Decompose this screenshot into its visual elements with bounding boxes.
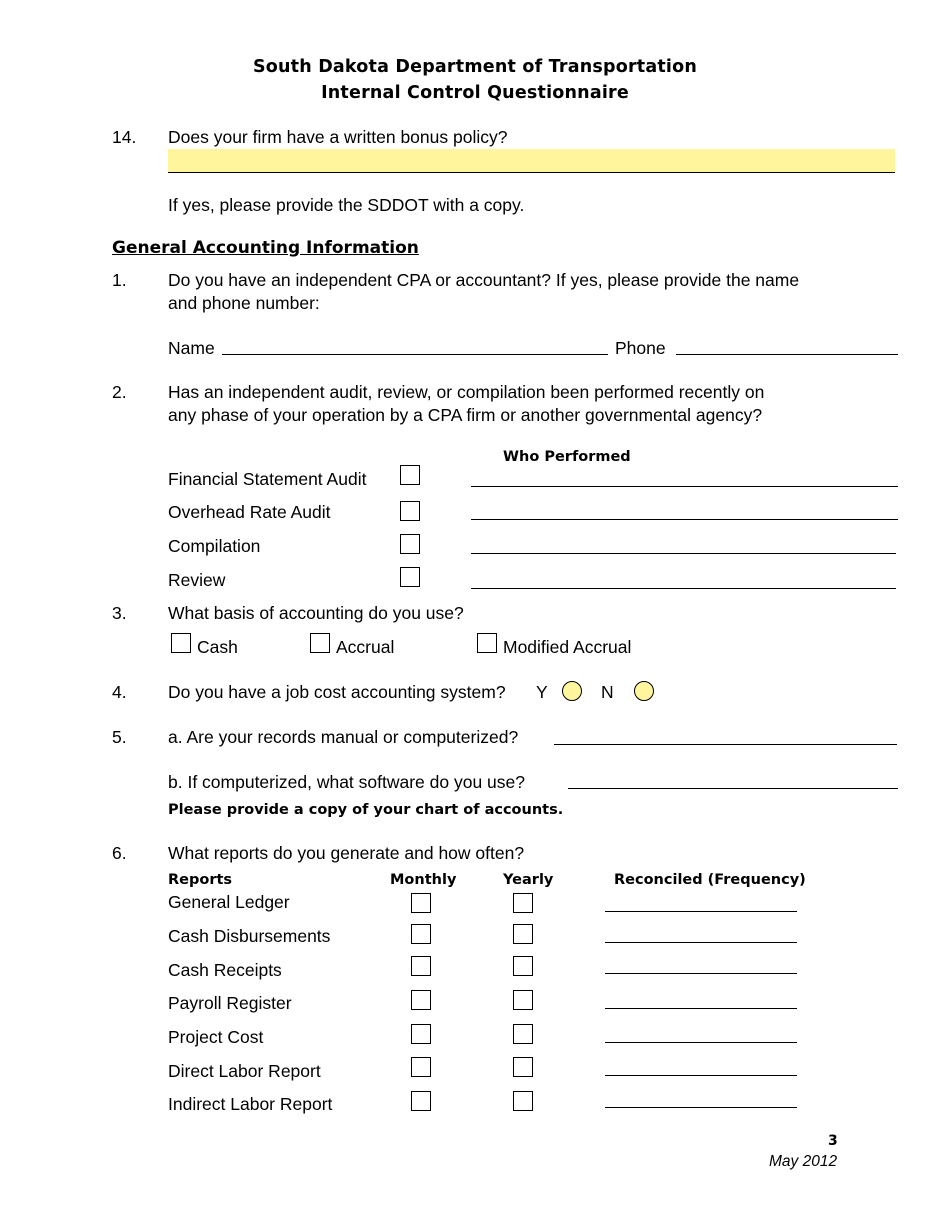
q2-financial-audit-who-field[interactable] bbox=[471, 486, 898, 487]
q3-cash-checkbox[interactable] bbox=[171, 633, 191, 653]
q6-general-ledger-monthly-checkbox[interactable] bbox=[411, 893, 431, 913]
q6-col-reports: Reports bbox=[168, 872, 233, 888]
q2-item-label: Overhead Rate Audit bbox=[168, 502, 331, 522]
q1-text-line1: Do you have an independent CPA or accountant? If yes, please provide the name bbox=[168, 270, 800, 290]
q2-review-checkbox[interactable] bbox=[400, 567, 420, 587]
q2-item-label: Financial Statement Audit bbox=[168, 469, 367, 489]
q14-number: 14. bbox=[112, 127, 137, 147]
q6-cash-receipts-monthly-checkbox[interactable] bbox=[411, 956, 431, 976]
q6-indirect-labor-reconciled-field[interactable] bbox=[605, 1107, 797, 1108]
q6-project-cost-yearly-checkbox[interactable] bbox=[513, 1024, 533, 1044]
q2-text-line1: Has an independent audit, review, or compilation been performed recently on bbox=[168, 382, 765, 402]
q2-compilation-checkbox[interactable] bbox=[400, 534, 420, 554]
q14-note: If yes, please provide the SDDOT with a copy. bbox=[168, 195, 525, 215]
q6-row-label: Payroll Register bbox=[168, 993, 292, 1013]
q6-number: 6. bbox=[112, 843, 127, 863]
q3-cash-label: Cash bbox=[197, 637, 238, 657]
page-number: 3 bbox=[828, 1133, 838, 1149]
q2-item-label: Review bbox=[168, 570, 226, 590]
q6-project-cost-reconciled-field[interactable] bbox=[605, 1042, 797, 1043]
q6-text: What reports do you generate and how often? bbox=[168, 843, 525, 863]
q2-overhead-audit-who-field[interactable] bbox=[471, 519, 898, 520]
q2-review-who-field[interactable] bbox=[471, 588, 896, 589]
q3-accrual-checkbox[interactable] bbox=[310, 633, 330, 653]
q2-overhead-audit-checkbox[interactable] bbox=[400, 501, 420, 521]
q6-row-label: Cash Disbursements bbox=[168, 926, 331, 946]
q6-row-label: Cash Receipts bbox=[168, 960, 282, 980]
q1-phone-label: Phone bbox=[615, 338, 666, 358]
q3-accrual-label: Accrual bbox=[336, 637, 395, 657]
q6-row-label: Indirect Labor Report bbox=[168, 1094, 333, 1114]
q3-text: What basis of accounting do you use? bbox=[168, 603, 464, 623]
q1-phone-field[interactable] bbox=[676, 354, 898, 355]
q3-number: 3. bbox=[112, 603, 127, 623]
q2-item-label: Compilation bbox=[168, 536, 261, 556]
q14-answer-field[interactable] bbox=[168, 149, 895, 173]
q14-answer-line bbox=[168, 172, 895, 173]
q5a-text: a. Are your records manual or computerized? bbox=[168, 727, 519, 747]
q6-direct-labor-yearly-checkbox[interactable] bbox=[513, 1057, 533, 1077]
q6-general-ledger-yearly-checkbox[interactable] bbox=[513, 893, 533, 913]
q6-payroll-register-reconciled-field[interactable] bbox=[605, 1008, 797, 1009]
q6-col-monthly: Monthly bbox=[390, 872, 457, 888]
q6-direct-labor-monthly-checkbox[interactable] bbox=[411, 1057, 431, 1077]
q5b-answer-field[interactable] bbox=[568, 788, 898, 789]
q5b-text: b. If computerized, what software do you use? bbox=[168, 772, 525, 792]
q4-yes-label: Y bbox=[536, 682, 548, 702]
q4-text: Do you have a job cost accounting system? bbox=[168, 682, 506, 702]
q2-number: 2. bbox=[112, 382, 127, 402]
header-title: South Dakota Department of Transportation bbox=[253, 57, 697, 77]
q4-no-radio[interactable] bbox=[634, 681, 654, 701]
q1-name-label: Name bbox=[168, 338, 215, 358]
q5-number: 5. bbox=[112, 727, 127, 747]
q1-text-line2: and phone number: bbox=[168, 293, 320, 313]
q5a-answer-field[interactable] bbox=[554, 744, 897, 745]
q3-modified-accrual-checkbox[interactable] bbox=[477, 633, 497, 653]
q2-compilation-who-field[interactable] bbox=[471, 553, 896, 554]
q3-modified-accrual-label: Modified Accrual bbox=[503, 637, 632, 657]
q6-project-cost-monthly-checkbox[interactable] bbox=[411, 1024, 431, 1044]
q4-number: 4. bbox=[112, 682, 127, 702]
q5-note: Please provide a copy of your chart of accounts. bbox=[168, 802, 564, 818]
q6-cash-disbursements-monthly-checkbox[interactable] bbox=[411, 924, 431, 944]
q6-payroll-register-monthly-checkbox[interactable] bbox=[411, 990, 431, 1010]
q6-direct-labor-reconciled-field[interactable] bbox=[605, 1075, 797, 1076]
q6-indirect-labor-monthly-checkbox[interactable] bbox=[411, 1091, 431, 1111]
q6-row-label: Project Cost bbox=[168, 1027, 264, 1047]
q6-cash-disbursements-yearly-checkbox[interactable] bbox=[513, 924, 533, 944]
q2-financial-audit-checkbox[interactable] bbox=[400, 465, 420, 485]
q6-cash-receipts-reconciled-field[interactable] bbox=[605, 973, 797, 974]
q6-payroll-register-yearly-checkbox[interactable] bbox=[513, 990, 533, 1010]
q6-general-ledger-reconciled-field[interactable] bbox=[605, 911, 797, 912]
footer-date: May 2012 bbox=[769, 1153, 838, 1170]
q14-text: Does your firm have a written bonus policy? bbox=[168, 127, 508, 147]
q1-name-field[interactable] bbox=[222, 354, 608, 355]
q6-col-yearly: Yearly bbox=[503, 872, 554, 888]
q6-col-reconciled: Reconciled (Frequency) bbox=[614, 872, 806, 888]
q6-cash-receipts-yearly-checkbox[interactable] bbox=[513, 956, 533, 976]
q1-number: 1. bbox=[112, 270, 127, 290]
section-title: General Accounting Information bbox=[112, 238, 419, 258]
header-subtitle: Internal Control Questionnaire bbox=[321, 83, 629, 103]
q6-cash-disbursements-reconciled-field[interactable] bbox=[605, 942, 797, 943]
q6-indirect-labor-yearly-checkbox[interactable] bbox=[513, 1091, 533, 1111]
q4-yes-radio[interactable] bbox=[562, 681, 582, 701]
q4-no-label: N bbox=[601, 682, 614, 702]
q6-row-label: General Ledger bbox=[168, 892, 290, 912]
q2-text-line2: any phase of your operation by a CPA firm or another governmental agency? bbox=[168, 405, 763, 425]
q2-who-header: Who Performed bbox=[503, 449, 631, 465]
q6-row-label: Direct Labor Report bbox=[168, 1061, 321, 1081]
